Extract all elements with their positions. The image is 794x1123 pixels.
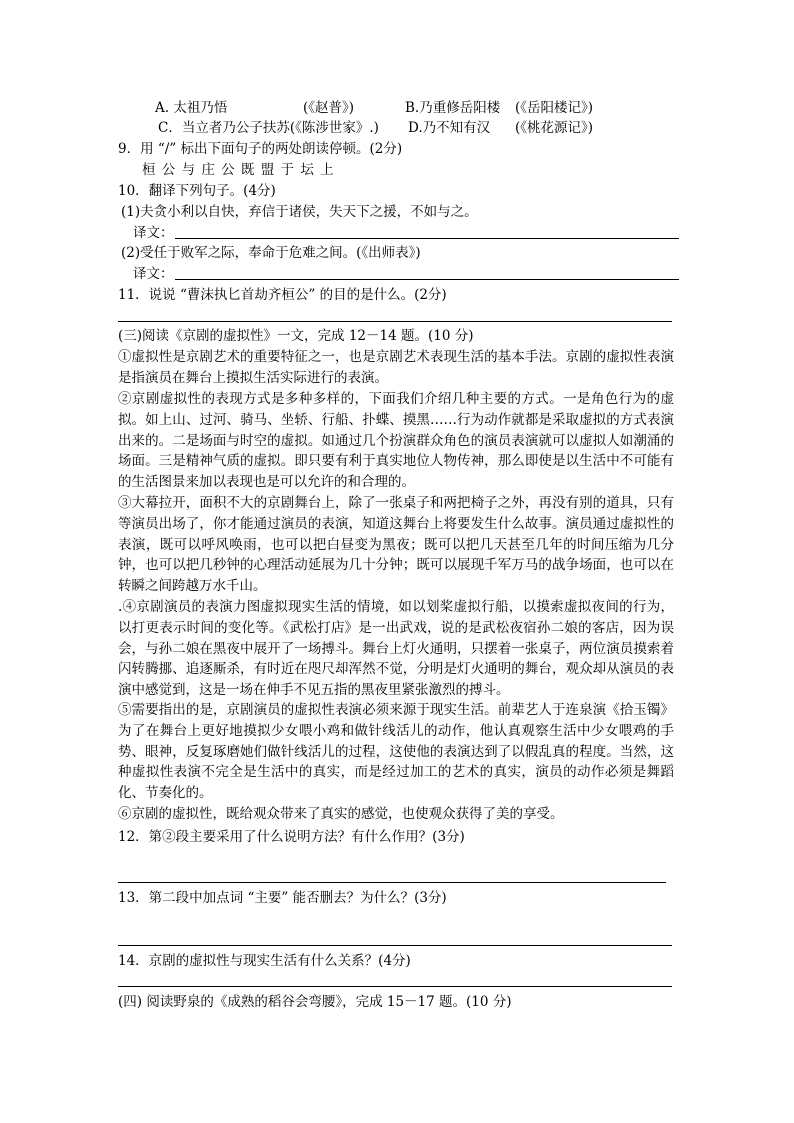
q13-prompt: 13．第二段中加点词 “主要” 能否删去？为什么？(3分) [118,890,447,906]
answer-line[interactable] [175,238,679,239]
answer-line[interactable] [118,945,672,946]
answer-line[interactable] [118,882,666,883]
q8-option-b-source: (《岳阳楼记》) [515,100,594,116]
section3-paragraph-3: ③大幕拉开，面积不大的京剧舞台上，除了一张桌子和两把椅子之外，再没有别的道具，只有等演员出场了，你才能通过演员的表演，知道这舞台上将要发生什么故事。演员通过虚拟性的表演，既可以呼风唤雨，也可以把白昼变为黑夜；既可以把几天甚至几年的时间压缩为几分钟，也可以把几秒钟的心理活动延展为几十分钟；既可以展现千军万马的战争场面，也可以在转瞬之间跨越万水千山。 [118,495,674,595]
q12-prompt: 12．第②段主要采用了什么说明方法？有什么作用？(3分) [118,829,465,845]
section3-heading: (三)阅读《京剧的虚拟性》一文，完成 12－14 题。(10 分) [118,328,474,344]
section3-paragraph-5: ⑤需要指出的是，京剧演员的虚拟性表演必须来源于现实生活。前辈艺人于连泉演《拾玉镯》为了在舞台上更好地摸拟少女喂小鸡和做针线活儿的动作，他认真观察生活中少女喂鸡的手势、眼神，反复琢磨她们做针线活儿的过程，这使他的表演达到了以假乱真的程度。当然，这种虚拟性表演不完全是生活中的真实，而是经过加工的艺术的真实，演员的动作必须是舞蹈化、节奏化的。 [118,702,674,802]
answer-line[interactable] [118,321,672,322]
q10-sentence-1: (1)夫贪小利以自快，弃信于诸侯，失天下之援，不如与之。 [121,204,478,220]
q8-option-b: B.乃重修岳阳楼 [405,100,501,116]
q10-answer-label-1: 译文： [133,225,174,241]
section3-paragraph-4: .④京剧演员的表演力图虚拟现实生活的情境，如以划桨虚拟行船，以摸索虚拟夜间的行为，以打更表示时间的变化等。《武松打店》是一出武戏，说的是武松夜宿孙二娘的客店，因为误会，与孙二娘在黑夜中展开了一场搏斗。舞台上灯火通明，只摆着一张桌子，两位演员摸索着闪转腾挪、追逐厮杀，有时近在咫尺却浑然不觉，分明是灯火通明的舞台，观众却从演员的表演中感觉到，这是一场在伸手不见五指的黑夜里紧张激烈的搏斗。 [118,599,674,699]
answer-line[interactable] [175,279,679,280]
q10-sentence-2: (2)受任于败军之际，奉命于危难之间。(《出师表》) [121,245,421,261]
q10-answer-label-2: 译文： [133,266,174,282]
option-a-text: A. 太祖乃悟 [155,100,228,116]
q9-sentence: 桓 公 与 庄 公 既 盟 于 坛 上 [142,162,335,178]
q8-option-a-source: (《赵普》) [303,100,355,116]
q8-option-d-source: (《桃花源记》) [515,120,594,136]
q8-option-a [155,98,227,118]
section4-heading: (四) 阅读野泉的《成熟的稻谷会弯腰》，完成 15－17 题。(10 分) [118,994,512,1010]
section3-paragraph-1: ①虚拟性是京剧艺术的重要特征之一，也是京剧艺术表现生活的基本手法。京剧的虚拟性表演是指演员在舞台上摸拟生活实际进行的表演。 [118,349,674,386]
q8-option-d: D.乃不知有汉 [408,120,491,136]
section3-paragraph-2: ②京剧虚拟性的表现方式是多种多样的，下面我们介绍几种主要的方式。一是角色行为的虚拟。如上山、过河、骑马、坐轿、行船、扑蝶、摸黑……行为动作就都是采取虚拟的方式表演出来的。二是场面与时空的虚拟。如通过几个扮演群众角色的演员表演就可以虚拟人如潮涌的场面。三是精神气质的虚拟。即只要有利于真实地位人物传神，那么即使是以生活中不可能有的生活图景来加以表现也是可以允许的和合理的。 [118,391,674,491]
q10-prompt: 10．翻译下列句子。(4分) [118,183,276,199]
answer-line[interactable] [118,986,672,987]
q9-prompt: 9．用 “/” 标出下面句子的两处朗读停顿。(2分) [118,141,403,157]
section3-paragraph-6: ⑥京剧的虚拟性，既给观众带来了真实的感觉，也使观众获得了美的享受。 [118,806,564,822]
q11-prompt: 11．说说 “曹沫执匕首劫齐桓公” 的目的是什么。(2分) [118,287,447,303]
q8-option-c: C．当立者乃公子扶苏(《陈涉世家》.) [158,120,379,136]
q14-prompt: 14．京剧的虚拟性与现实生活有什么关系？(4分) [118,953,411,969]
